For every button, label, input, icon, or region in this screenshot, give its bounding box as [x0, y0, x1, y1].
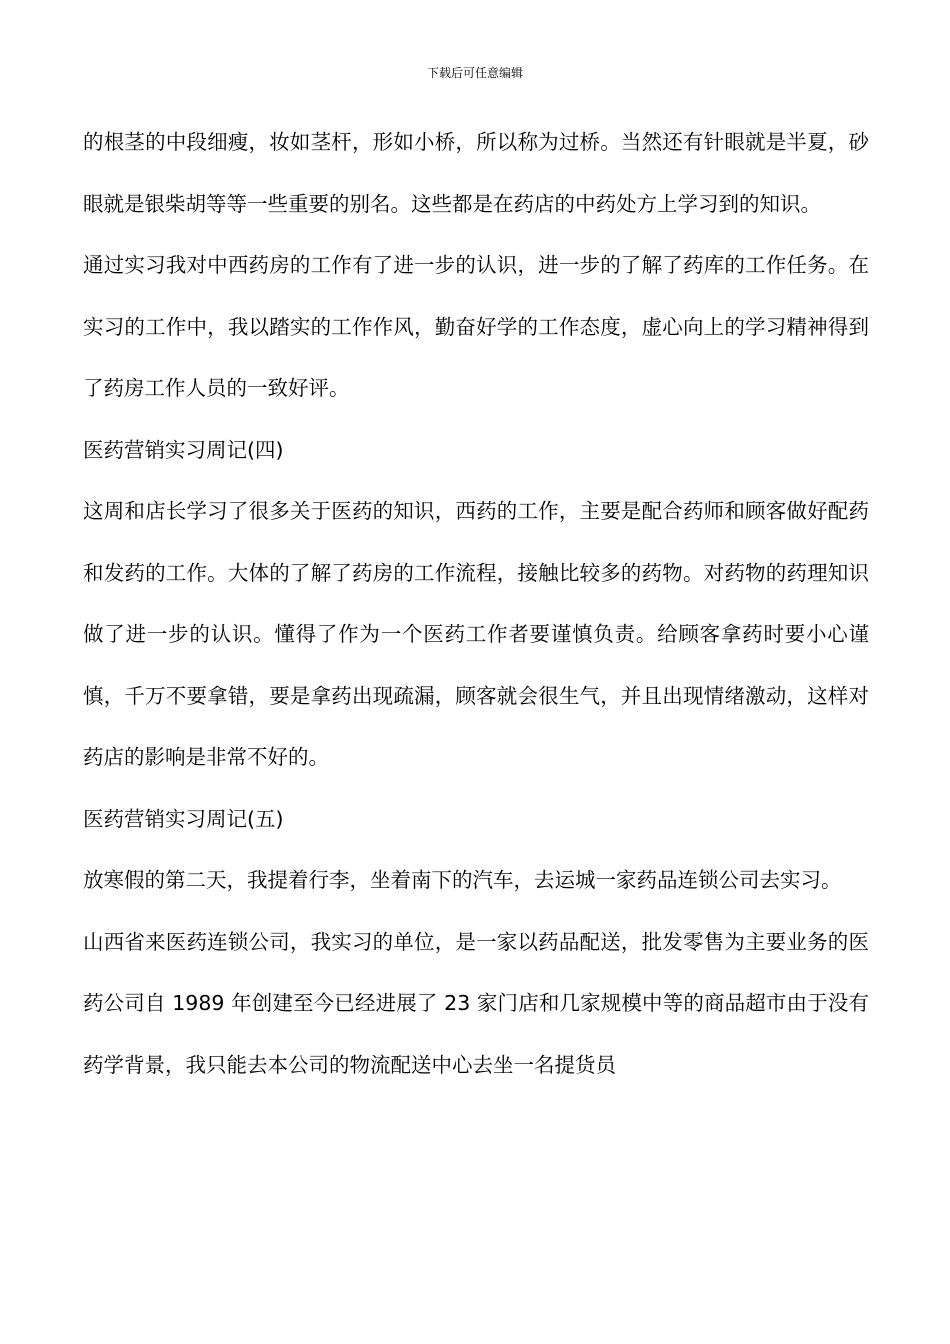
paragraph-3: 这周和店长学习了很多关于医药的知识，西药的工作，主要是配合药师和顾客做好配药和发药的工作。大体的了解了药房的工作流程，接触比较多的药物。对药物的药理知识做了进一步的认识。懂得了作为一个医药工作者要谨慎负责。给顾客拿药时要小心谨慎，千万不要拿错，要是拿药出现疏漏，顾客就会很生气，并且出现情绪激动，这样对药店的影响是非常不好的。 [83, 499, 869, 769]
paragraph-4: 放寒假的第二天，我提着行李，坐着南下的汽车，去运城一家药品连锁公司去实习。 [83, 868, 842, 892]
paragraph-2: 通过实习我对中西药房的工作有了进一步的认识，进一步的了解了药库的工作任务。在实习的工作中，我以踏实的工作作风，勤奋好学的工作态度，虚心向上的学习精神得到了药房工作人员的一致好评。 [83, 253, 869, 400]
page-header: 下载后可任意编辑 [426, 66, 523, 80]
section-heading-4: 医药营销实习周记(四) [83, 437, 284, 462]
paragraph-1: 的根茎的中段细瘦，妆如茎杆，形如小桥，所以称为过桥。当然还有针眼就是半夏，砂眼就是银柴胡等等一些重要的别名。这些都是在药店的中药处方上学习到的知识。 [83, 130, 869, 216]
paragraph-5: 山西省来医药连锁公司，我实习的单位，是一家以药品配送，批发零售为主要业务的医药公司自 1989 年创建至今已经进展了 23 家门店和几家规模中等的商品超市由于没有药学背景，我只能去本公司的物流配送中心去坐一名提货员 [83, 929, 869, 1077]
section-heading-5: 医药营销实习周记(五) [83, 806, 284, 831]
document-body [83, 112, 869, 1096]
